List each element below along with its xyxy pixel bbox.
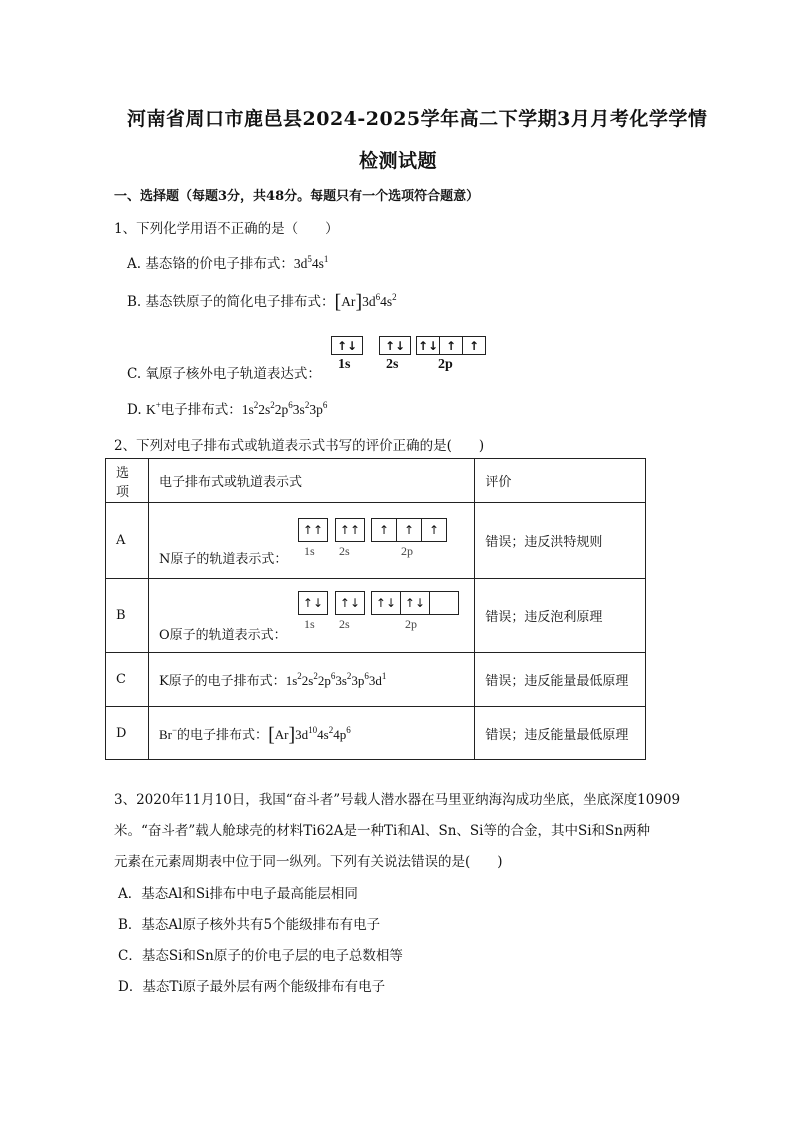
q1-option-b-label: B. 基态铁原子的简化电子排布式： bbox=[127, 294, 335, 310]
header-formula: 电子排布式或轨道表示式 bbox=[148, 459, 474, 503]
document-title-line1: 河南省周口市鹿邑县2024-2025学年高二下学期3月月考化学学情 bbox=[127, 108, 708, 130]
bromide-ion: Br− bbox=[158, 724, 178, 742]
potassium-ion: K+ bbox=[145, 400, 161, 417]
question-1-stem: 1、下列化学用语不正确的是（ ） bbox=[114, 221, 339, 237]
row-c-desc: K原子的电子排布式： bbox=[158, 674, 286, 689]
q1-c-label-2s: 2s bbox=[386, 357, 399, 372]
q1-option-c: C. 氧原子核外电子轨道表达式： bbox=[127, 366, 321, 382]
q1-option-d-formula: $1s^22s^22p^63s^23p^6$ bbox=[241, 400, 328, 417]
table-row bbox=[106, 653, 646, 707]
row-b-label-2p: 2p bbox=[404, 617, 417, 631]
section-header: 一、选择题（每题3分，共48分。每题只有一个选项符合题意） bbox=[114, 189, 480, 204]
row-d-desc: 的电子排布式： bbox=[177, 727, 269, 743]
q1-c-label-1s: 1s bbox=[338, 357, 351, 372]
q1-option-a bbox=[127, 252, 328, 272]
row-a-orbital-1s: ↑↑ bbox=[298, 518, 328, 542]
q3-option-c: C．基态Si和Sn原子的价电子层的电子总数相等 bbox=[118, 948, 403, 964]
question-3-line1: 3、2020年11月10日，我国“奋斗者”号载人潜水器在马里亚纳海沟成功坐底，坐底深度10909 bbox=[114, 792, 681, 808]
table-row bbox=[106, 503, 646, 579]
row-formula-cell bbox=[148, 707, 474, 760]
question-3-line2: 米。“奋斗者”载人舱球壳的材料Ti62A是一种Ti和Al、Sn、Si等的合金，其中Si和Sn两种 bbox=[114, 823, 650, 839]
document-title-line2: 检测试题 bbox=[359, 150, 438, 172]
q1-c-label-2p: 2p bbox=[438, 357, 453, 372]
row-formula-cell bbox=[148, 579, 474, 653]
row-b-orbital-2p: ↑↓ ↑↓ bbox=[371, 591, 459, 615]
table-row bbox=[106, 579, 646, 653]
row-option: C bbox=[106, 653, 149, 707]
row-evaluation: 错误；违反能量最低原理 bbox=[475, 653, 646, 707]
row-b-orbital-2s: ↑↓ bbox=[335, 591, 365, 615]
row-b-label-2s: 2s bbox=[338, 617, 350, 631]
row-evaluation: 错误；违反能量最低原理 bbox=[475, 707, 646, 760]
q1-option-b-formula: $[Ar]3d^64s^2$ bbox=[334, 291, 397, 313]
q1-c-orbital-2s: ↑↓ bbox=[379, 336, 411, 355]
evaluation-table bbox=[105, 458, 646, 760]
row-c-formula: $1s^22s^22p^63s^23p^63d^1$ bbox=[285, 671, 387, 688]
row-a-label-2p: 2p bbox=[400, 544, 413, 558]
row-a-desc: N原子的轨道表示式： bbox=[158, 552, 288, 567]
row-a-orbital-2s: ↑↑ bbox=[335, 518, 365, 542]
row-b-label-1s: 1s bbox=[303, 617, 315, 631]
question-2-stem: 2、下列对电子排布式或轨道表示式书写的评价正确的是( ) bbox=[114, 438, 485, 454]
question-3-line3: 元素在元素周期表中位于同一纵列。下列有关说法错误的是( ) bbox=[114, 854, 503, 870]
q1-option-a-formula: $3d^54s^1$ bbox=[293, 254, 329, 271]
row-option: D bbox=[106, 707, 149, 760]
table-row bbox=[106, 707, 646, 760]
q1-option-b bbox=[127, 290, 397, 313]
q3-option-d: D．基态Ti原子最外层有两个能级排布有电子 bbox=[118, 979, 386, 995]
row-evaluation: 错误；违反泡利原理 bbox=[475, 579, 646, 653]
header-evaluation: 评价 bbox=[475, 459, 646, 503]
q3-option-a: A．基态Al和Si排布中电子最高能层相同 bbox=[118, 886, 358, 902]
row-option: B bbox=[106, 579, 149, 653]
q1-c-orbital-1s: ↑↓ bbox=[331, 336, 363, 355]
row-b-desc: O原子的轨道表示式： bbox=[158, 628, 287, 643]
table-header-row bbox=[106, 459, 646, 503]
header-option: 选项 bbox=[106, 459, 149, 503]
q1-option-a-label: A. 基态铬的价电子排布式： bbox=[127, 256, 294, 272]
row-evaluation: 错误；违反洪特规则 bbox=[475, 503, 646, 579]
q3-option-b: B．基态Al原子核外共有5个能级排布有电子 bbox=[118, 917, 381, 933]
q1-c-orbital-2p: ↑↓ ↑ ↑ bbox=[416, 336, 486, 355]
row-formula-cell bbox=[148, 653, 474, 707]
row-a-label-1s: 1s bbox=[303, 544, 315, 558]
row-a-label-2s: 2s bbox=[338, 544, 350, 558]
row-a-orbital-2p: ↑ ↑ ↑ bbox=[371, 518, 447, 542]
row-option: A bbox=[106, 503, 149, 579]
row-formula-cell bbox=[148, 503, 474, 579]
row-d-formula: $[Ar]3d^{10}4s^24p^6$ bbox=[268, 723, 351, 746]
row-b-orbital-1s: ↑↓ bbox=[298, 591, 328, 615]
q1-option-d: D. K+电子排布式：$1s^22s^22p^63s^23p^6$ bbox=[127, 400, 328, 418]
